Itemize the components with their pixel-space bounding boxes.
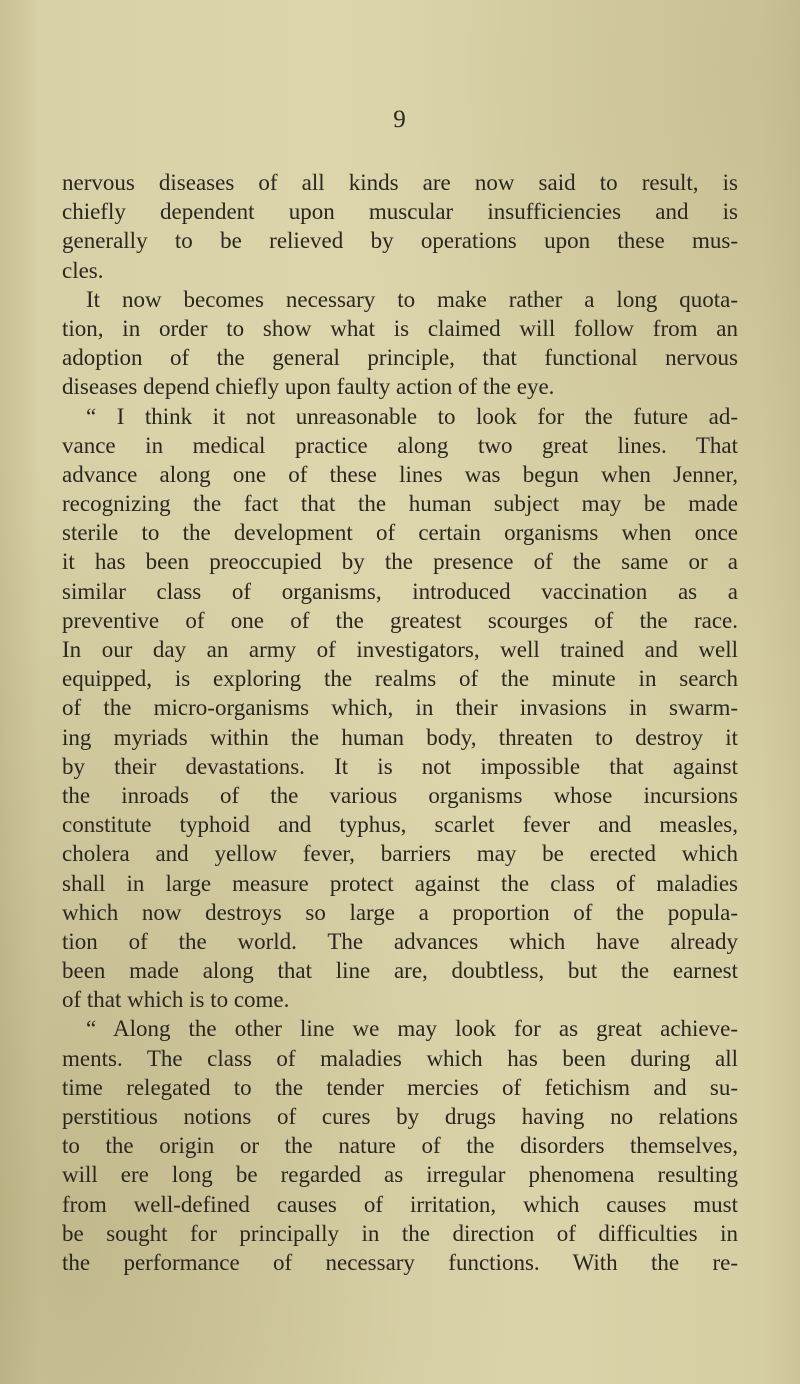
text-line: by their devastations. It is not impossible that against — [62, 753, 738, 779]
text-line: sterile to the development of certain organisms when once — [62, 520, 738, 546]
text-line: “ I think it not unreasonable to look for the future ad- — [86, 403, 738, 429]
text-line: shall in large measure protect against the class of maladies — [62, 870, 738, 896]
text-line: recognizing the fact that the human subject may be made — [62, 491, 738, 517]
text-line: vance in medical practice along two great lines. That — [62, 432, 738, 458]
text-line: the performance of necessary functions. With the re- — [62, 1249, 738, 1275]
text-line: equipped, is exploring the realms of the minute in search — [62, 666, 738, 692]
text-line: It now becomes necessary to make rather a long quota- — [86, 286, 738, 312]
text-line: cles. — [62, 257, 104, 283]
text-line: nervous diseases of all kinds are now said to result, is — [62, 170, 738, 195]
text-line: In our day an army of investigators, well trained and well — [62, 637, 738, 662]
text-line: it has been preoccupied by the presence of the same or a — [62, 549, 738, 575]
text-line: diseases depend chiefly upon faulty action of the eye. — [62, 374, 555, 400]
text-line: tion of the world. The advances which have already — [62, 928, 738, 954]
text-line: “ Along the other line we may look for as great achieve- — [86, 1016, 738, 1042]
text-line: be sought for principally in the direction of difficulties in — [62, 1220, 738, 1246]
text-line: tion, in order to show what is claimed will follow from an — [62, 315, 738, 341]
text-line: the inroads of the various organisms whose incursions — [62, 782, 738, 808]
text-line: constitute typhoid and typhus, scarlet fever and measles, — [62, 812, 738, 838]
text-line: of the micro-organisms which, in their invasions in swarm- — [62, 695, 738, 721]
text-line: ing myriads within the human body, threaten to destroy it — [62, 724, 738, 750]
text-line: from well-defined causes of irritation, which causes must — [62, 1191, 738, 1217]
body-text — [62, 168, 738, 1277]
text-line: similar class of organisms, introduced vaccination as a — [62, 578, 738, 604]
text-line: ments. The class of maladies which has been during all — [62, 1045, 738, 1071]
text-line: advance along one of these lines was begun when Jenner, — [62, 461, 738, 487]
text-line: adoption of the general principle, that functional nervous — [62, 345, 738, 371]
text-line: perstitious notions of cures by drugs having no relations — [62, 1104, 738, 1129]
text-line: which now destroys so large a proportion of the popula- — [62, 899, 738, 925]
text-line: cholera and yellow fever, barriers may be erected which — [62, 841, 738, 867]
text-line: of that which is to come. — [62, 987, 290, 1013]
text-line: been made along that line are, doubtless, but the earnest — [62, 958, 738, 984]
text-line: will ere long be regarded as irregular phenomena resulting — [62, 1162, 738, 1188]
text-line: chiefly dependent upon muscular insufficiencies and is — [62, 199, 738, 225]
text-line: time relegated to the tender mercies of fetichism and su- — [62, 1074, 738, 1100]
page-number: 9 — [393, 106, 407, 133]
text-line: preventive of one of the greatest scourges of the race. — [62, 607, 738, 633]
text-line: to the origin or the nature of the disorders themselves, — [62, 1133, 738, 1159]
text-line: generally to be relieved by operations upon these mus- — [62, 228, 738, 254]
